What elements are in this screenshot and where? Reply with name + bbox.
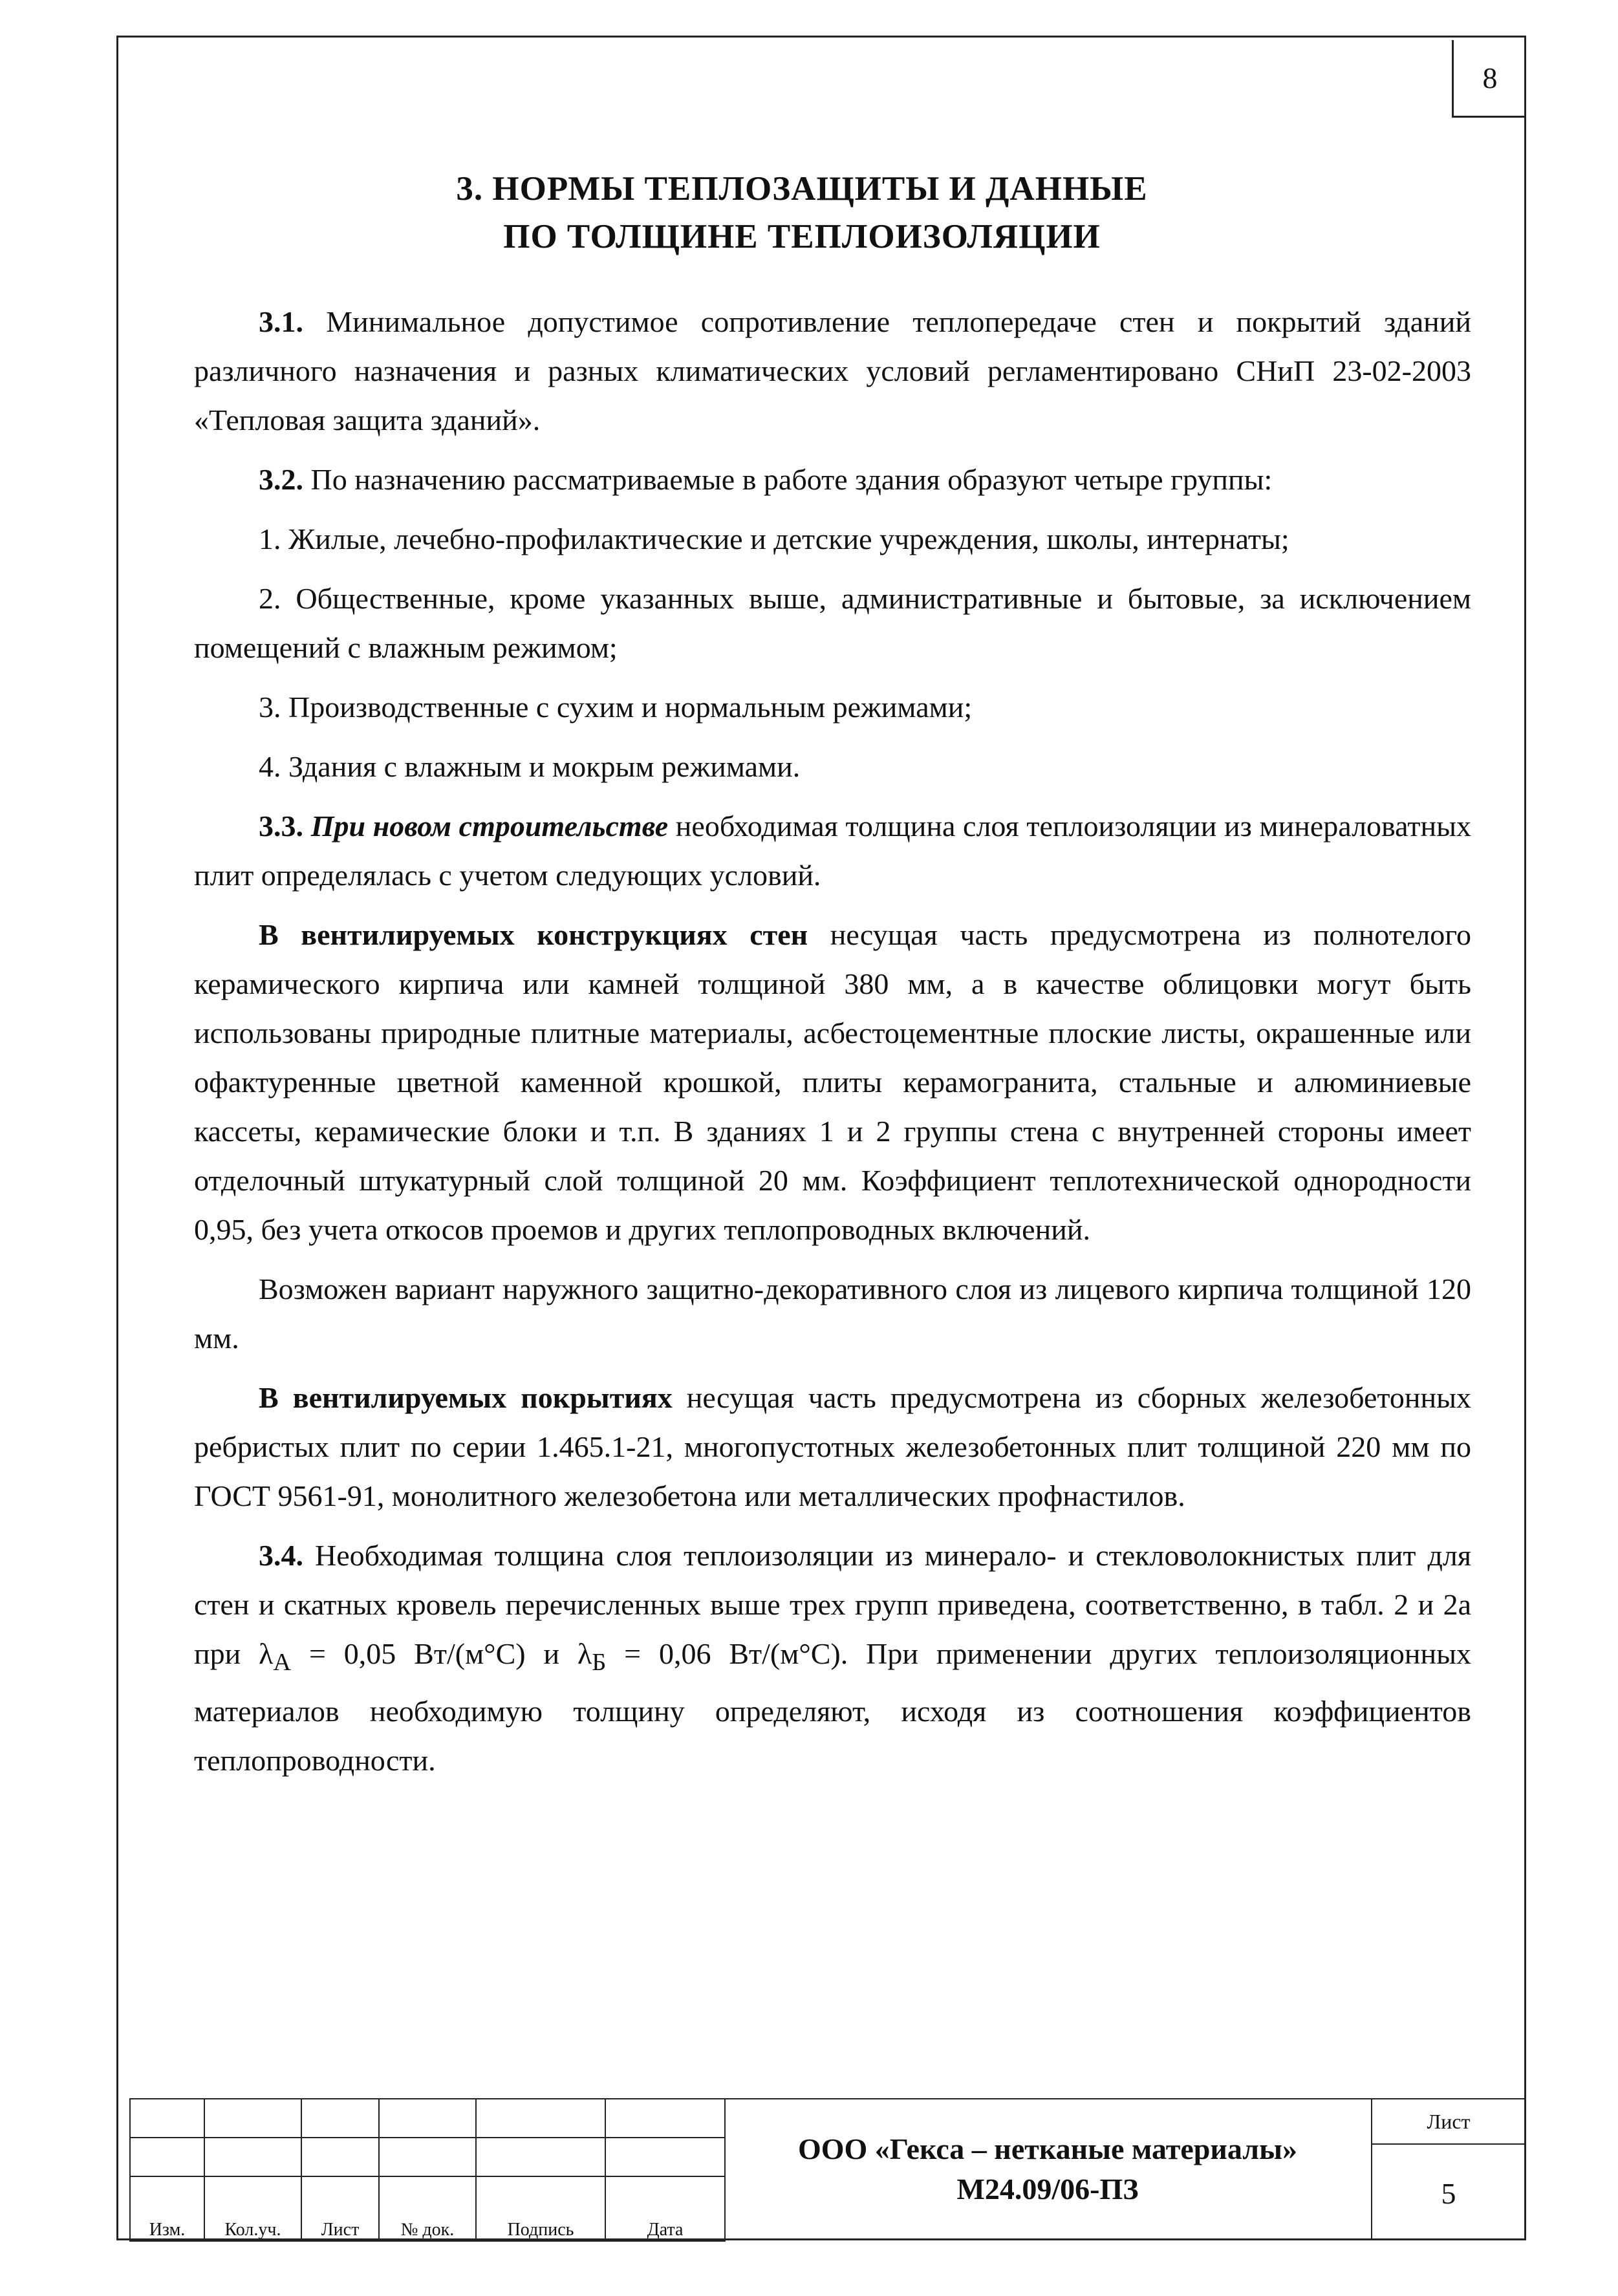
document-body xyxy=(194,297,1471,1785)
group-item-1: 1. Жилые, лечебно-профилактические и детские учреждения, школы, интернаты; xyxy=(259,522,1289,555)
sheet-label: Лист xyxy=(1372,2099,1525,2145)
subscript: Б xyxy=(592,1649,607,1677)
paragraph-3-1 xyxy=(194,297,1471,445)
stamp-header-ndok: № док. xyxy=(379,2176,476,2241)
stamp-header-list: Лист xyxy=(301,2176,379,2241)
group-item-3: 3. Производственные с сухим и нормальным режимами; xyxy=(259,691,973,724)
emphasis-text: При новом строительстве xyxy=(310,810,669,842)
paragraph-text: = 0,06 Вт/(м°С). При применении других теплоизоляционных материалов необходимую толщину определяют, исходя из соотношения коэффициентов теплопроводности. xyxy=(194,1637,1471,1777)
section-title-line-1: 3. НОРМЫ ТЕПЛОЗАЩИТЫ И ДАННЫЕ xyxy=(456,170,1148,208)
paragraph-variant: Возможен вариант наружного защитно-декоративного слоя из лицевого кирпича толщиной 120 мм. xyxy=(194,1272,1471,1355)
revision-table xyxy=(129,2098,726,2242)
stamp-header-izm: Изм. xyxy=(130,2176,204,2241)
organization-name: ООО «Гекса – нетканые материалы» xyxy=(797,2132,1298,2165)
paragraph-3-3 xyxy=(194,802,1471,900)
title-block xyxy=(129,2098,1526,2240)
stamp-header-data: Дата xyxy=(605,2176,725,2241)
sheet-number: 5 xyxy=(1441,2176,1456,2210)
paragraph-text: несущая часть предусмотрена из полнотелого керамического кирпича или камней толщиной 380 мм, а в качестве облицовки могут быть использованы природные плитные материалы, асбестоцементные плоские листы, окрашенные или офактуренные цветной каменной крошкой, плиты керамогранита, стальные и алюминиевые кассеты, керамические блоки и т.п. В зданиях 1 и 2 группы стена с внутренней стороны имеет отделочный штукатурный слой толщиной 20 мм. Коэффициент теплотехнической однородности 0,95, без учета откосов проемов и других теплопроводных включений. xyxy=(194,918,1471,1246)
bold-lead: В вентилируемых конструкциях стен xyxy=(259,918,808,951)
clause-number: 3.2. xyxy=(259,463,303,496)
clause-number: 3.4. xyxy=(259,1539,303,1572)
page-number: 8 xyxy=(1482,61,1498,94)
clause-number: 3.1. xyxy=(259,305,303,338)
paragraph-roofs xyxy=(194,1373,1471,1521)
stamp-header-podpis: Подпись xyxy=(476,2176,605,2241)
group-item-2: 2. Общественные, кроме указанных выше, административные и бытовые, за исключением помещений с влажным режимом; xyxy=(194,582,1471,664)
subscript: А xyxy=(273,1649,292,1677)
section-title-line-2: ПО ТОЛЩИНЕ ТЕПЛОИЗОЛЯЦИИ xyxy=(503,218,1101,256)
paragraph-3-4 xyxy=(194,1531,1471,1785)
paragraph-walls xyxy=(194,910,1471,1254)
bold-lead: В вентилируемых покрытиях xyxy=(259,1381,673,1414)
document-code: М24.09/06-ПЗ xyxy=(956,2173,1139,2205)
paragraph-text: несущая часть предусмотрена из сборных железобетонных ребристых плит по серии 1.465.1-21, многопустотных железобетонных плит толщиной 220 мм по ГОСТ 9561-91, монолитного железобетона или металлических профнастилов. xyxy=(194,1381,1471,1512)
paragraph-text: необходимая толщина слоя теплоизоляции из минераловатных плит определялась с учетом следующих условий. xyxy=(194,810,1471,892)
clause-number: 3.3. xyxy=(259,810,303,842)
group-item-4: 4. Здания с влажным и мокрым режимами. xyxy=(259,750,801,783)
sheet-box xyxy=(1371,2098,1526,2240)
stamp-header-koluch: Кол.уч. xyxy=(204,2176,301,2241)
organization-block xyxy=(724,2098,1371,2240)
paragraph-3-2 xyxy=(194,455,1471,504)
paragraph-text: По назначению рассматриваемые в работе здания образуют четыре группы: xyxy=(303,463,1273,496)
section-title xyxy=(194,165,1410,261)
page-number-box xyxy=(1452,40,1526,118)
paragraph-text: Минимальное допустимое сопротивление теплопередаче стен и покрытий зданий различного назначения и разных климатических условий регламентировано СНиП 23-02-2003 «Тепловая защита зданий». xyxy=(194,305,1471,436)
paragraph-text: = 0,05 Вт/(м°С) и λ xyxy=(291,1637,592,1670)
paragraph-text: Необходимая толщина слоя теплоизоляции из минерало- и стекловолокнистых плит для стен и скатных кровель перечисленных выше трех групп приведена, соответственно, в табл. 2 и 2а при λ xyxy=(194,1539,1471,1670)
